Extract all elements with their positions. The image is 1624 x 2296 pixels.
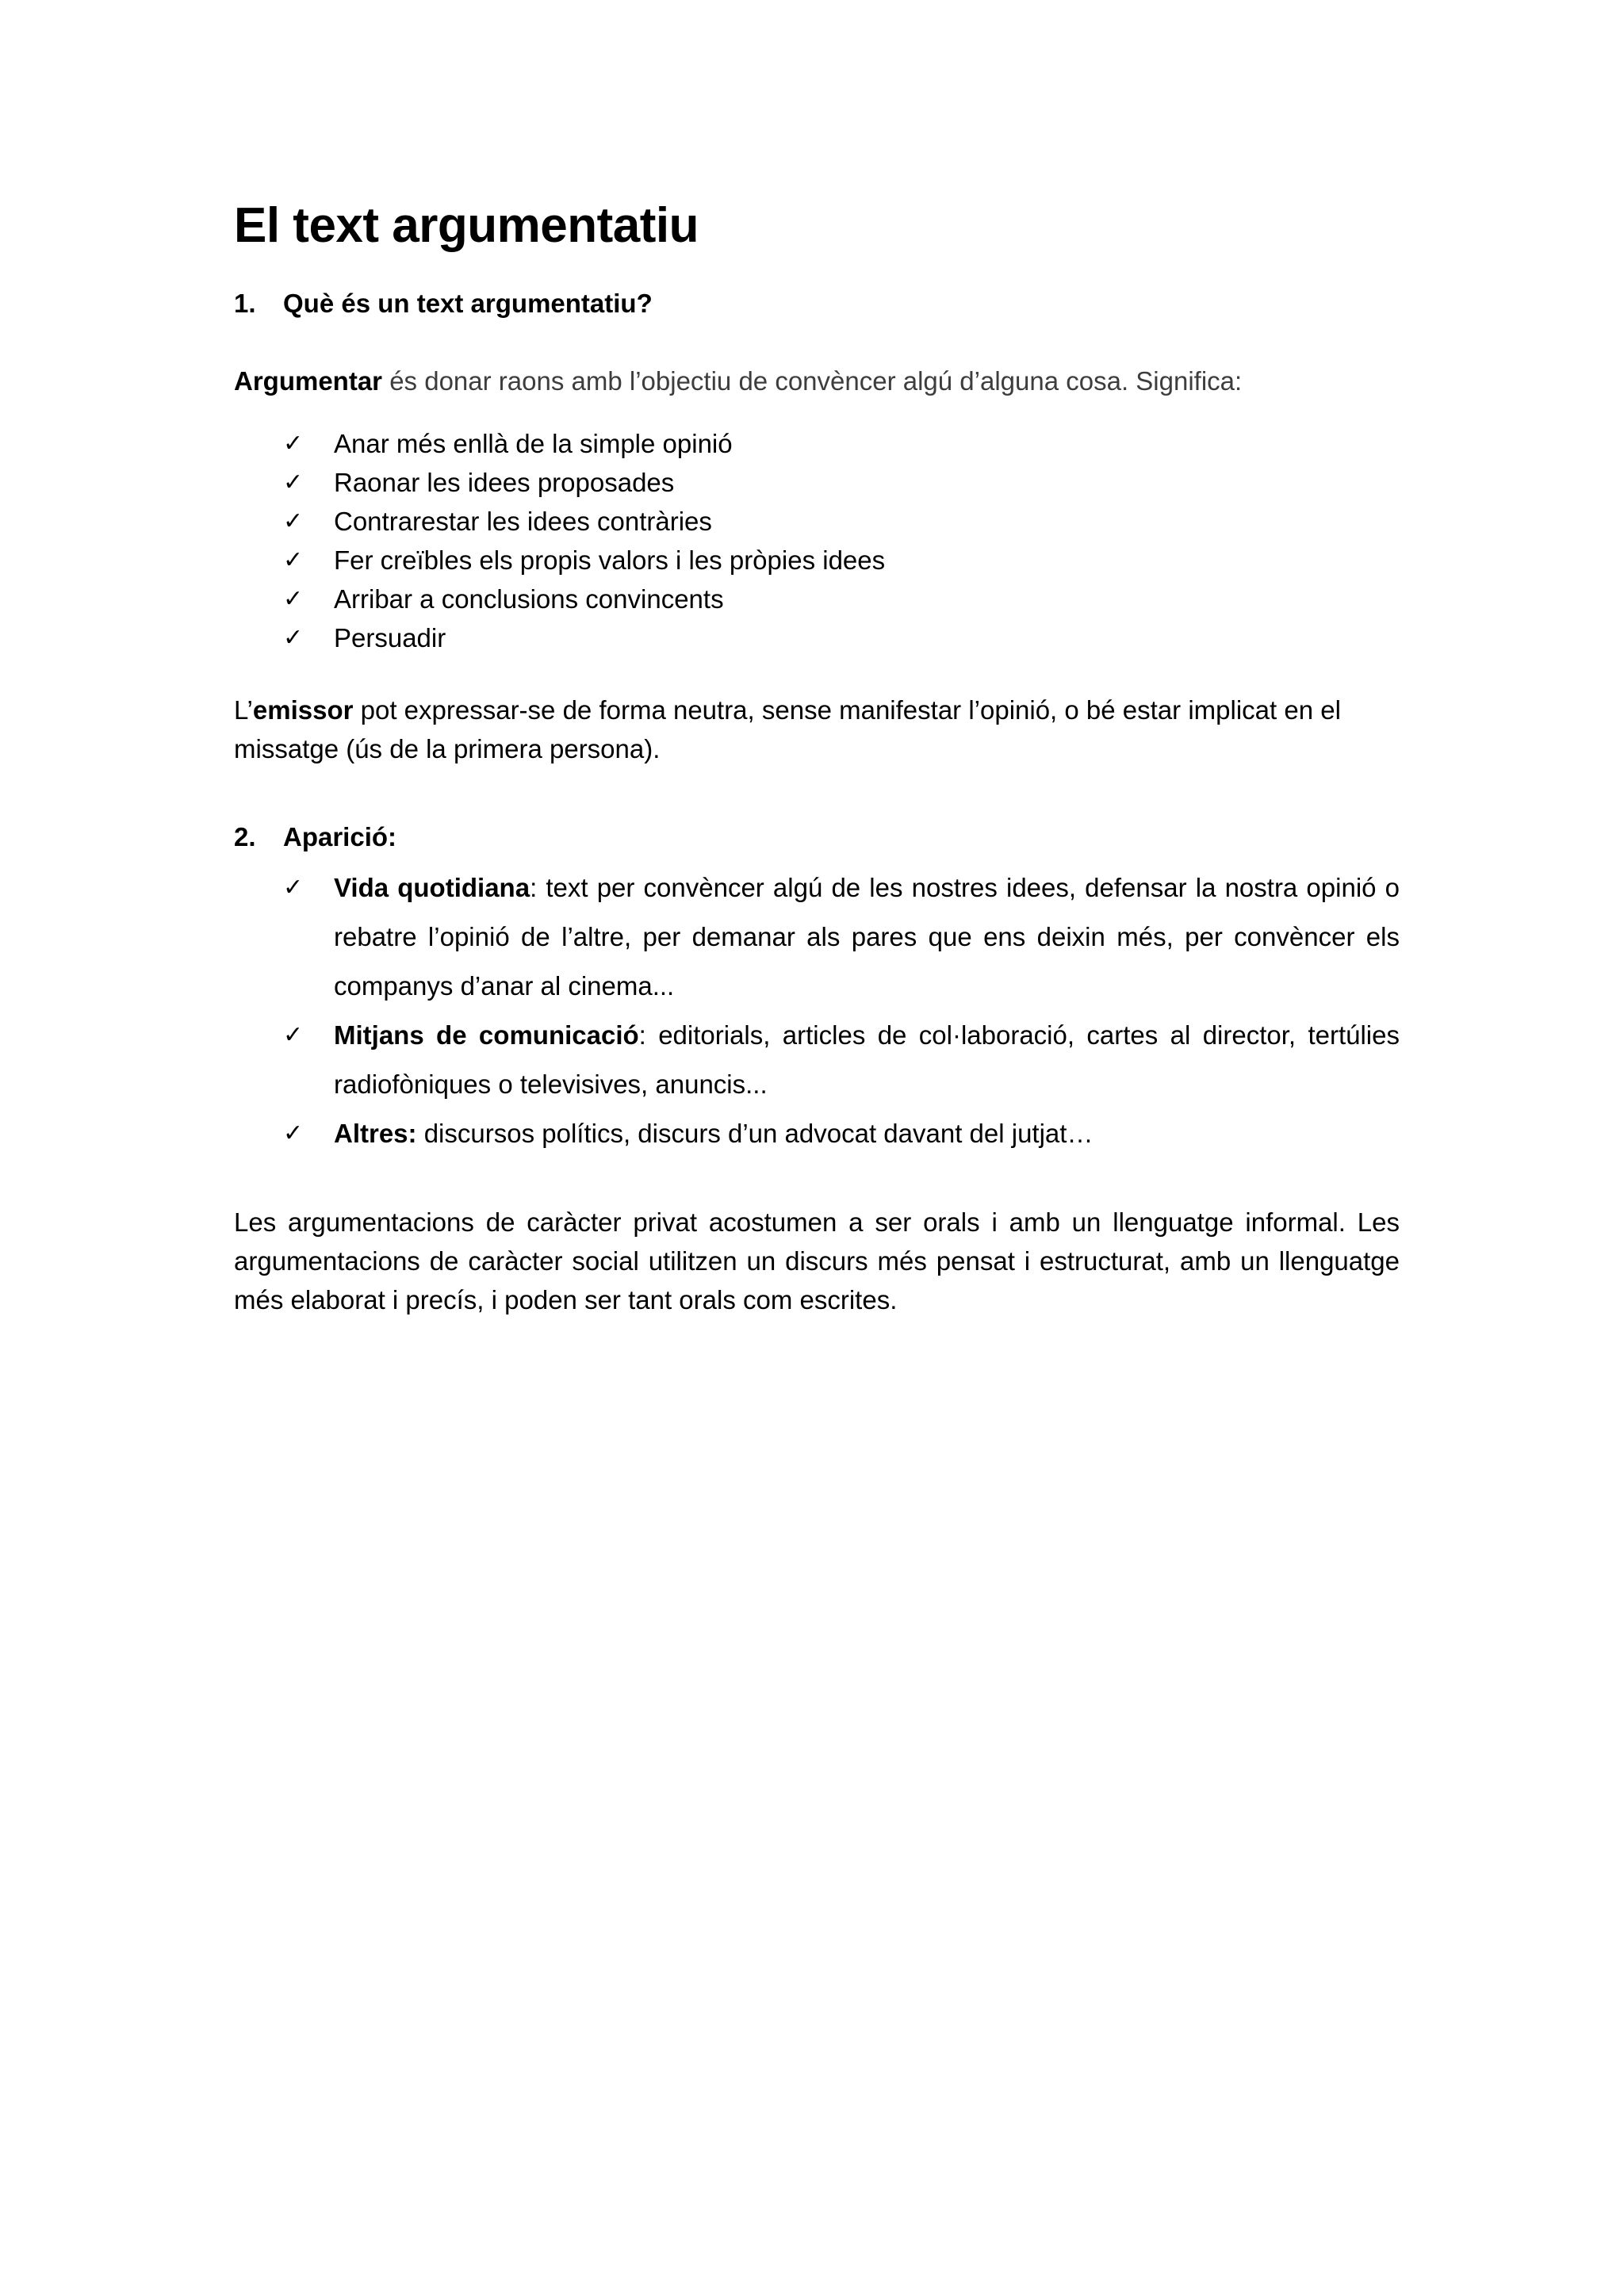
checkmark-icon: ✓: [283, 874, 304, 901]
section-number: 2.: [234, 822, 256, 851]
section-title: Què és un text argumentatiu?: [283, 289, 653, 318]
emissor-paragraph: [234, 691, 1400, 768]
list-item-text: [334, 863, 1400, 1011]
closing-paragraph: Les argumentacions de caràcter privat acostumen a ser orals i amb un llenguatge informal. Les argumentacions de caràcter social utilitzen un discurs més pensat i estructurat, amb un llenguatge més elaborat i precís, i poden ser tant orals com escrites.: [234, 1207, 1400, 1314]
list-item-text: Raonar les idees proposades: [334, 468, 675, 497]
emissor-prefix: L’: [234, 695, 253, 725]
meaning-checklist: [234, 424, 1400, 657]
intro-paragraph: [234, 362, 1400, 400]
item-description: discursos polítics, discurs d’un advocat davant del jutjat…: [416, 1119, 1094, 1148]
checkmark-icon: ✓: [283, 507, 304, 535]
bold-term: Argumentar: [234, 366, 383, 396]
item-description: : text per convèncer algú de les nostres idees, defensar la nostra opinió o rebatre l’opinió de l’altre, per demanar als pares que ens deixin més, per convèncer els companys d’anar al cinema...: [334, 873, 1400, 1001]
list-item: [234, 463, 1400, 502]
emissor-text: pot expressar-se de forma neutra, sense manifestar l’opinió, o bé estar implicat en el missatge (ús de la primera persona).: [234, 695, 1341, 763]
checkmark-icon: ✓: [283, 430, 304, 457]
checkmark-icon: ✓: [283, 624, 304, 652]
list-item-text: Arribar a conclusions convincents: [334, 584, 724, 614]
list-item-text: Anar més enllà de la simple opinió: [334, 429, 733, 458]
bold-term: emissor: [252, 695, 354, 725]
document-title: El text argumentatiu: [234, 198, 699, 253]
list-item: [234, 1011, 1400, 1109]
checkmark-icon: ✓: [283, 546, 304, 574]
item-description: : editorials, articles de col·laboració, cartes al director, tertúlies radiofòniques o televisives, anuncis...: [334, 1020, 1400, 1099]
bold-term: Mitjans de comunicació: [334, 1020, 639, 1050]
checkmark-icon: ✓: [283, 469, 304, 496]
list-item: [234, 424, 1400, 463]
list-item: [234, 1109, 1400, 1158]
list-item-text: Fer creïbles els propis valors i les pròpies idees: [334, 545, 886, 575]
section-2-heading: [234, 817, 1400, 857]
list-item-text: [334, 1109, 1400, 1158]
list-item: [234, 580, 1400, 618]
checkmark-icon: ✓: [283, 1119, 304, 1147]
section-title: Aparició:: [283, 822, 397, 851]
bold-term: Vida quotidiana: [334, 873, 530, 902]
list-item-text: Contrarestar les idees contràries: [334, 507, 712, 536]
checkmark-icon: ✓: [283, 585, 304, 613]
section-number: 1.: [234, 289, 256, 318]
checkmark-icon: ✓: [283, 1021, 304, 1049]
list-item-text: Persuadir: [334, 623, 446, 652]
document-page: [234, 190, 1400, 1319]
list-item: [234, 618, 1400, 657]
appearance-checklist: [234, 863, 1400, 1158]
intro-text: és donar raons amb l’objectiu de convèncer algú d’alguna cosa. Significa:: [382, 366, 1243, 396]
section-1-heading: [234, 284, 1400, 323]
list-item-text: [334, 1011, 1400, 1109]
list-item: [234, 541, 1400, 580]
bold-term: Altres:: [334, 1119, 417, 1148]
list-item: [234, 863, 1400, 1011]
list-item: [234, 502, 1400, 541]
